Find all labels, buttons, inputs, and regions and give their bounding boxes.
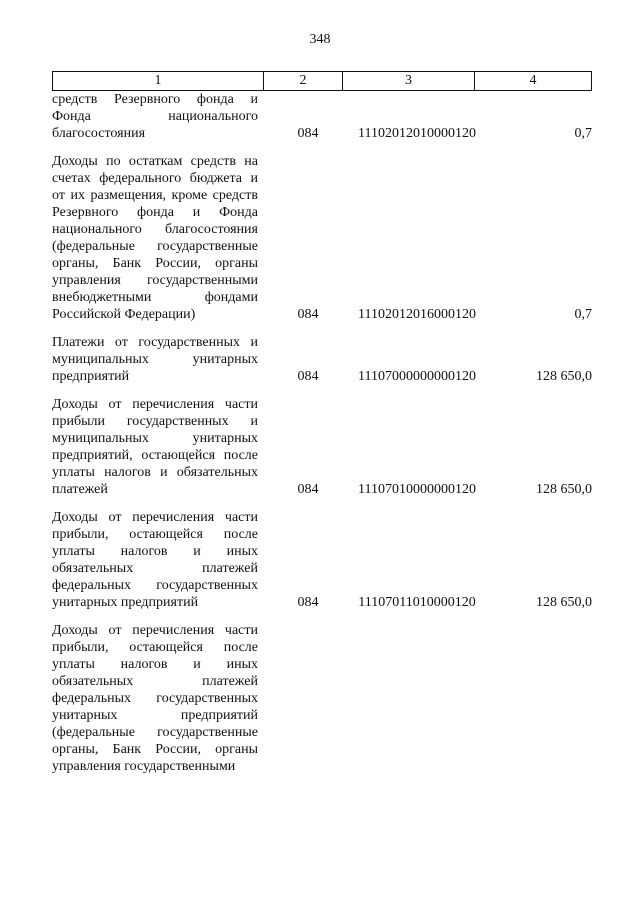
- row-admin-code: 084: [297, 307, 319, 322]
- row-budget-code: 11107010000000120: [358, 482, 476, 497]
- row-description: Доходы от перечисления части прибыли государственных и муниципальных унитарных предприятий, остающейся после уплаты налогов и обязательных платежей: [52, 397, 258, 497]
- column-header-3: 3: [342, 72, 474, 90]
- table-row: [52, 153, 592, 323]
- table-row: [52, 334, 592, 385]
- row-admin-code: 084: [297, 369, 319, 384]
- row-amount: 128 650,0: [536, 595, 592, 610]
- row-budget-code: 11102012010000120: [358, 126, 476, 141]
- table-row: [52, 622, 592, 775]
- row-description: Платежи от государственных и муниципальных унитарных предприятий: [52, 335, 258, 384]
- table-row: [52, 509, 592, 611]
- row-admin-code: 084: [297, 482, 319, 497]
- row-budget-code: 11107000000000120: [358, 369, 476, 384]
- row-admin-code: 084: [297, 126, 319, 141]
- table-row: [52, 396, 592, 498]
- page-number: 348: [309, 32, 331, 47]
- column-header-4: 4: [474, 72, 592, 90]
- row-description: Доходы по остаткам средств на счетах федерального бюджета и от их размещения, кроме средств Резервного фонда и Фонда национального благосостояния (федеральные государственные органы, Банк России, органы управления государственными внебюджетными фондами Российской Федерации): [52, 154, 258, 322]
- column-header-2: 2: [263, 72, 342, 90]
- row-amount: 0,7: [574, 307, 592, 322]
- table-body: [52, 91, 592, 775]
- row-description: Доходы от перечисления части прибыли, остающейся после уплаты налогов и иных обязательных платежей федеральных государственных унитарных предприятий (федеральные государственные органы, Банк России, органы управления государственными: [52, 623, 258, 774]
- column-header-1: 1: [52, 72, 263, 90]
- row-description: Доходы от перечисления части прибыли, остающейся после уплаты налогов и иных обязательных платежей федеральных государственных унитарных предприятий: [52, 510, 258, 610]
- row-description: средств Резервного фонда и Фонда национального благосостояния: [52, 92, 258, 141]
- row-budget-code: 11107011010000120: [358, 595, 476, 610]
- table-row: [52, 91, 592, 142]
- row-amount: 128 650,0: [536, 369, 592, 384]
- row-amount: 0,7: [574, 126, 592, 141]
- row-amount: 128 650,0: [536, 482, 592, 497]
- table-header: [52, 71, 592, 91]
- row-admin-code: 084: [297, 595, 319, 610]
- row-budget-code: 11102012016000120: [358, 307, 476, 322]
